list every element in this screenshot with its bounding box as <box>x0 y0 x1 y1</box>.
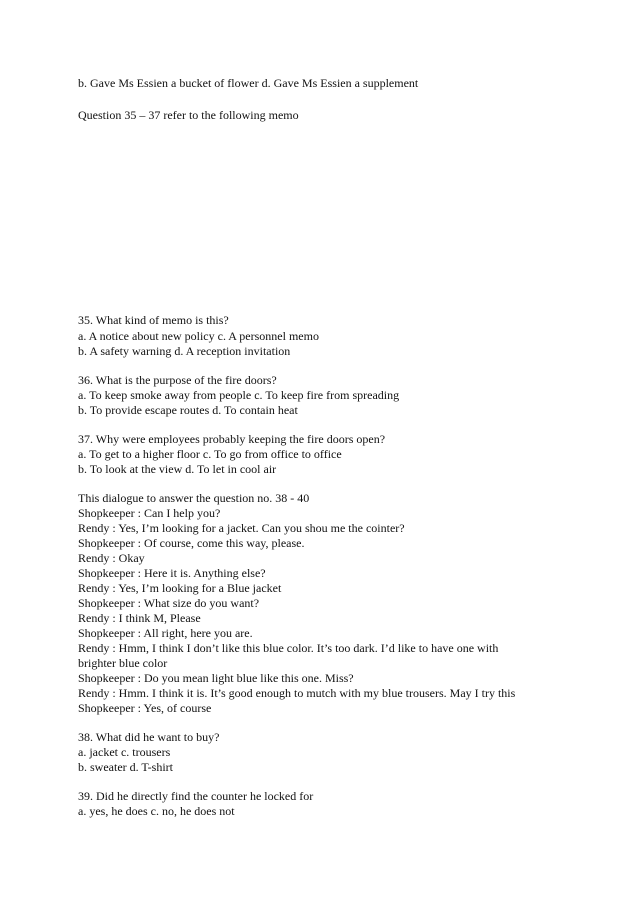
dialogue-line: Rendy : Hmm. I think it is. It’s good enough to mutch with my blue trousers. May I try this <box>78 686 516 700</box>
section-instruction: Question 35 – 37 refer to the following memo <box>78 108 299 122</box>
question-36: 36. What is the purpose of the fire doors? <box>78 373 277 387</box>
dialogue-instruction: This dialogue to answer the question no. 38 - 40 <box>78 491 310 505</box>
question-36-options-bd: b. To provide escape routes d. To contain heat <box>78 403 298 417</box>
question-37: 37. Why were employees probably keeping the fire doors open? <box>78 432 386 446</box>
question-39-options-ac: a. yes, he does c. no, he does not <box>78 804 235 818</box>
question-38-options-ac: a. jacket c. trousers <box>78 745 171 759</box>
dialogue-line: Shopkeeper : Of course, come this way, please. <box>78 536 305 550</box>
dialogue-line: Shopkeeper : Here it is. Anything else? <box>78 566 266 580</box>
question-35-options-bd: b. A safety warning d. A reception invitation <box>78 344 291 358</box>
dialogue-line: Rendy : Yes, I’m looking for a jacket. Can you shou me the cointer? <box>78 521 405 535</box>
question-35-options-ac: a. A notice about new policy c. A personnel memo <box>78 329 319 343</box>
dialogue-line: Shopkeeper : What size do you want? <box>78 596 260 610</box>
question-36-options-ac: a. To keep smoke away from people c. To keep fire from spreading <box>78 388 400 402</box>
question-35: 35. What kind of memo is this? <box>78 313 229 327</box>
dialogue-line: Rendy : Okay <box>78 551 145 565</box>
dialogue-line: Shopkeeper : All right, here you are. <box>78 626 253 640</box>
answer-option-line: b. Gave Ms Essien a bucket of flower d. Gave Ms Essien a supplement <box>78 76 419 90</box>
question-37-options-ac: a. To get to a higher floor c. To go from office to office <box>78 447 342 461</box>
dialogue-line: Shopkeeper : Do you mean light blue like this one. Miss? <box>78 671 354 685</box>
dialogue-line: Rendy : Hmm, I think I don’t like this blue color. It’s too dark. I’d like to have one with <box>78 641 499 655</box>
dialogue-line: brighter blue color <box>78 656 168 670</box>
dialogue-line: Shopkeeper : Yes, of course <box>78 701 212 715</box>
question-37-options-bd: b. To look at the view d. To let in cool air <box>78 462 277 476</box>
question-39: 39. Did he directly find the counter he locked for <box>78 789 314 803</box>
dialogue-line: Rendy : Yes, I’m looking for a Blue jacket <box>78 581 282 595</box>
dialogue-line: Shopkeeper : Can I help you? <box>78 506 221 520</box>
dialogue-line: Rendy : I think M, Please <box>78 611 201 625</box>
question-38-options-bd: b. sweater d. T-shirt <box>78 760 173 774</box>
question-38: 38. What did he want to buy? <box>78 730 220 744</box>
